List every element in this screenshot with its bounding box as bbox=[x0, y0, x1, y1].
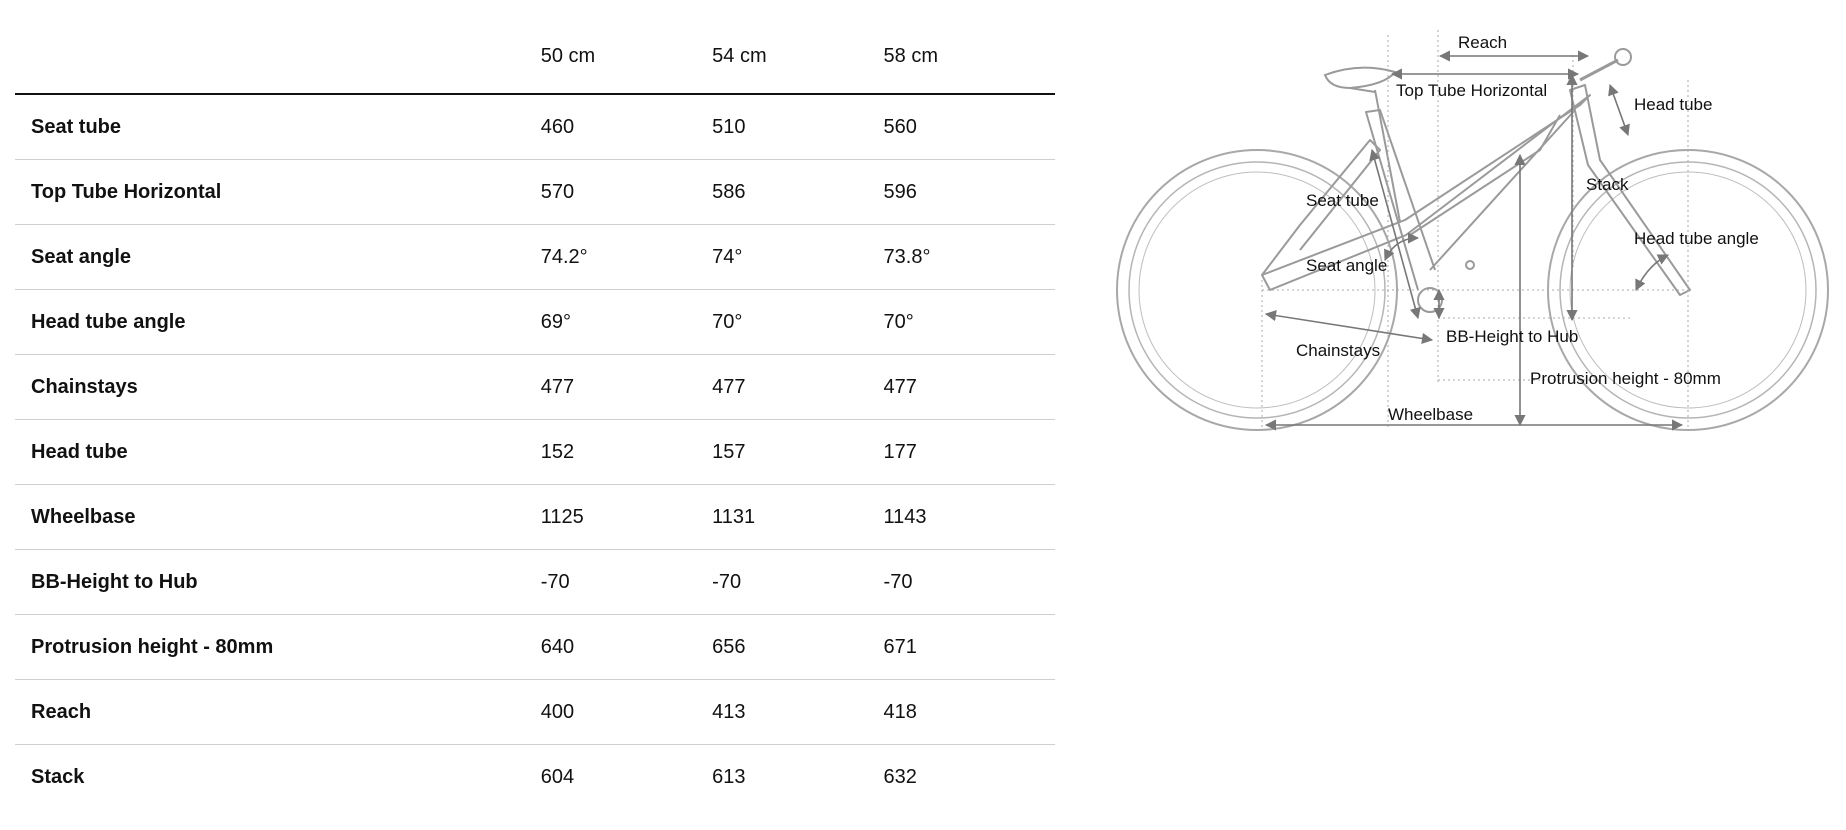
size-header-50: 50 cm bbox=[541, 20, 712, 94]
cell-value: 177 bbox=[884, 420, 1055, 485]
cell-value: -70 bbox=[712, 550, 883, 615]
row-label: Seat tube bbox=[15, 94, 541, 160]
row-label: Stack bbox=[31, 765, 85, 788]
table-row bbox=[15, 160, 1055, 225]
row-label: BB-Height to Hub bbox=[15, 550, 541, 615]
table-row bbox=[15, 225, 1055, 290]
handlebar-stem bbox=[1580, 49, 1631, 80]
cell-value: 1131 bbox=[712, 485, 883, 550]
saddle bbox=[1325, 68, 1395, 92]
size-header-58: 58 cm bbox=[884, 20, 1055, 94]
label-bb-height-to-hub: BB-Height to Hub bbox=[1446, 327, 1579, 346]
row-label: Reach bbox=[15, 680, 541, 745]
row-label: Wheelbase bbox=[15, 485, 541, 550]
cell-value: 74° bbox=[712, 225, 883, 290]
cell-value: 400 bbox=[541, 680, 712, 745]
cell-value: 1143 bbox=[884, 485, 1055, 550]
cell-value: 477 bbox=[712, 355, 883, 420]
cell-value: 477 bbox=[884, 355, 1055, 420]
table-row bbox=[15, 550, 1055, 615]
cell-value: 413 bbox=[712, 680, 883, 745]
row-label: Protrusion height - 80mm bbox=[15, 615, 541, 680]
table-row bbox=[15, 420, 1055, 485]
cell-value: 632 bbox=[883, 765, 917, 788]
table-body bbox=[15, 94, 1055, 809]
cell-value: 70° bbox=[884, 290, 1055, 355]
label-seat-tube: Seat tube bbox=[1306, 191, 1379, 210]
cell-value: 74.2° bbox=[541, 225, 712, 290]
label-head-tube-angle: Head tube angle bbox=[1634, 229, 1759, 248]
table-row bbox=[15, 355, 1055, 420]
bike-geometry-diagram bbox=[1110, 20, 1840, 450]
label-seat-angle: Seat angle bbox=[1306, 256, 1388, 275]
label-reach: Reach bbox=[1458, 33, 1508, 52]
cell-value: 656 bbox=[712, 615, 883, 680]
cell-value: -70 bbox=[884, 550, 1055, 615]
label-head-tube: Head tube bbox=[1634, 95, 1713, 114]
cell-value: 640 bbox=[541, 615, 712, 680]
cell-value: 418 bbox=[884, 680, 1055, 745]
cell-value: 477 bbox=[541, 355, 712, 420]
table-row bbox=[15, 745, 1055, 810]
row-label: Head tube angle bbox=[15, 290, 541, 355]
cell-value: 570 bbox=[541, 160, 712, 225]
label-top-tube-horizontal: Top Tube Horizontal bbox=[1396, 81, 1548, 100]
row-label: Chainstays bbox=[15, 355, 541, 420]
cell-value: 157 bbox=[712, 420, 883, 485]
cell-value: 510 bbox=[712, 94, 883, 160]
label-chainstays: Chainstays bbox=[1296, 341, 1381, 360]
cell-value: 596 bbox=[884, 160, 1055, 225]
cell-value: 69° bbox=[541, 290, 712, 355]
cell-value: 460 bbox=[541, 94, 712, 160]
table-row bbox=[15, 615, 1055, 680]
cell-value: 604 bbox=[540, 765, 575, 788]
table-row bbox=[15, 485, 1055, 550]
label-protrusion-height: Protrusion height - 80mm bbox=[1530, 369, 1721, 388]
cell-value: 152 bbox=[541, 420, 712, 485]
table-header-row bbox=[15, 20, 1055, 94]
cell-value: 613 bbox=[712, 765, 746, 788]
cell-value: 73.8° bbox=[884, 225, 1055, 290]
cell-value: 671 bbox=[884, 615, 1055, 680]
table-row bbox=[15, 680, 1055, 745]
row-label: Seat angle bbox=[15, 225, 541, 290]
label-stack: Stack bbox=[1586, 175, 1629, 194]
cell-value: -70 bbox=[541, 550, 712, 615]
table-row bbox=[15, 290, 1055, 355]
header-empty-cell bbox=[15, 20, 541, 94]
size-header-54: 54 cm bbox=[712, 20, 883, 94]
table-row bbox=[15, 94, 1055, 160]
cell-value: 586 bbox=[712, 160, 883, 225]
cell-value: 560 bbox=[884, 94, 1055, 160]
row-label: Top Tube Horizontal bbox=[15, 160, 541, 225]
label-wheelbase: Wheelbase bbox=[1388, 405, 1474, 424]
cell-value: 70° bbox=[712, 290, 883, 355]
geometry-table bbox=[15, 20, 1055, 809]
row-label: Head tube bbox=[15, 420, 541, 485]
cell-value: 1125 bbox=[541, 485, 712, 550]
